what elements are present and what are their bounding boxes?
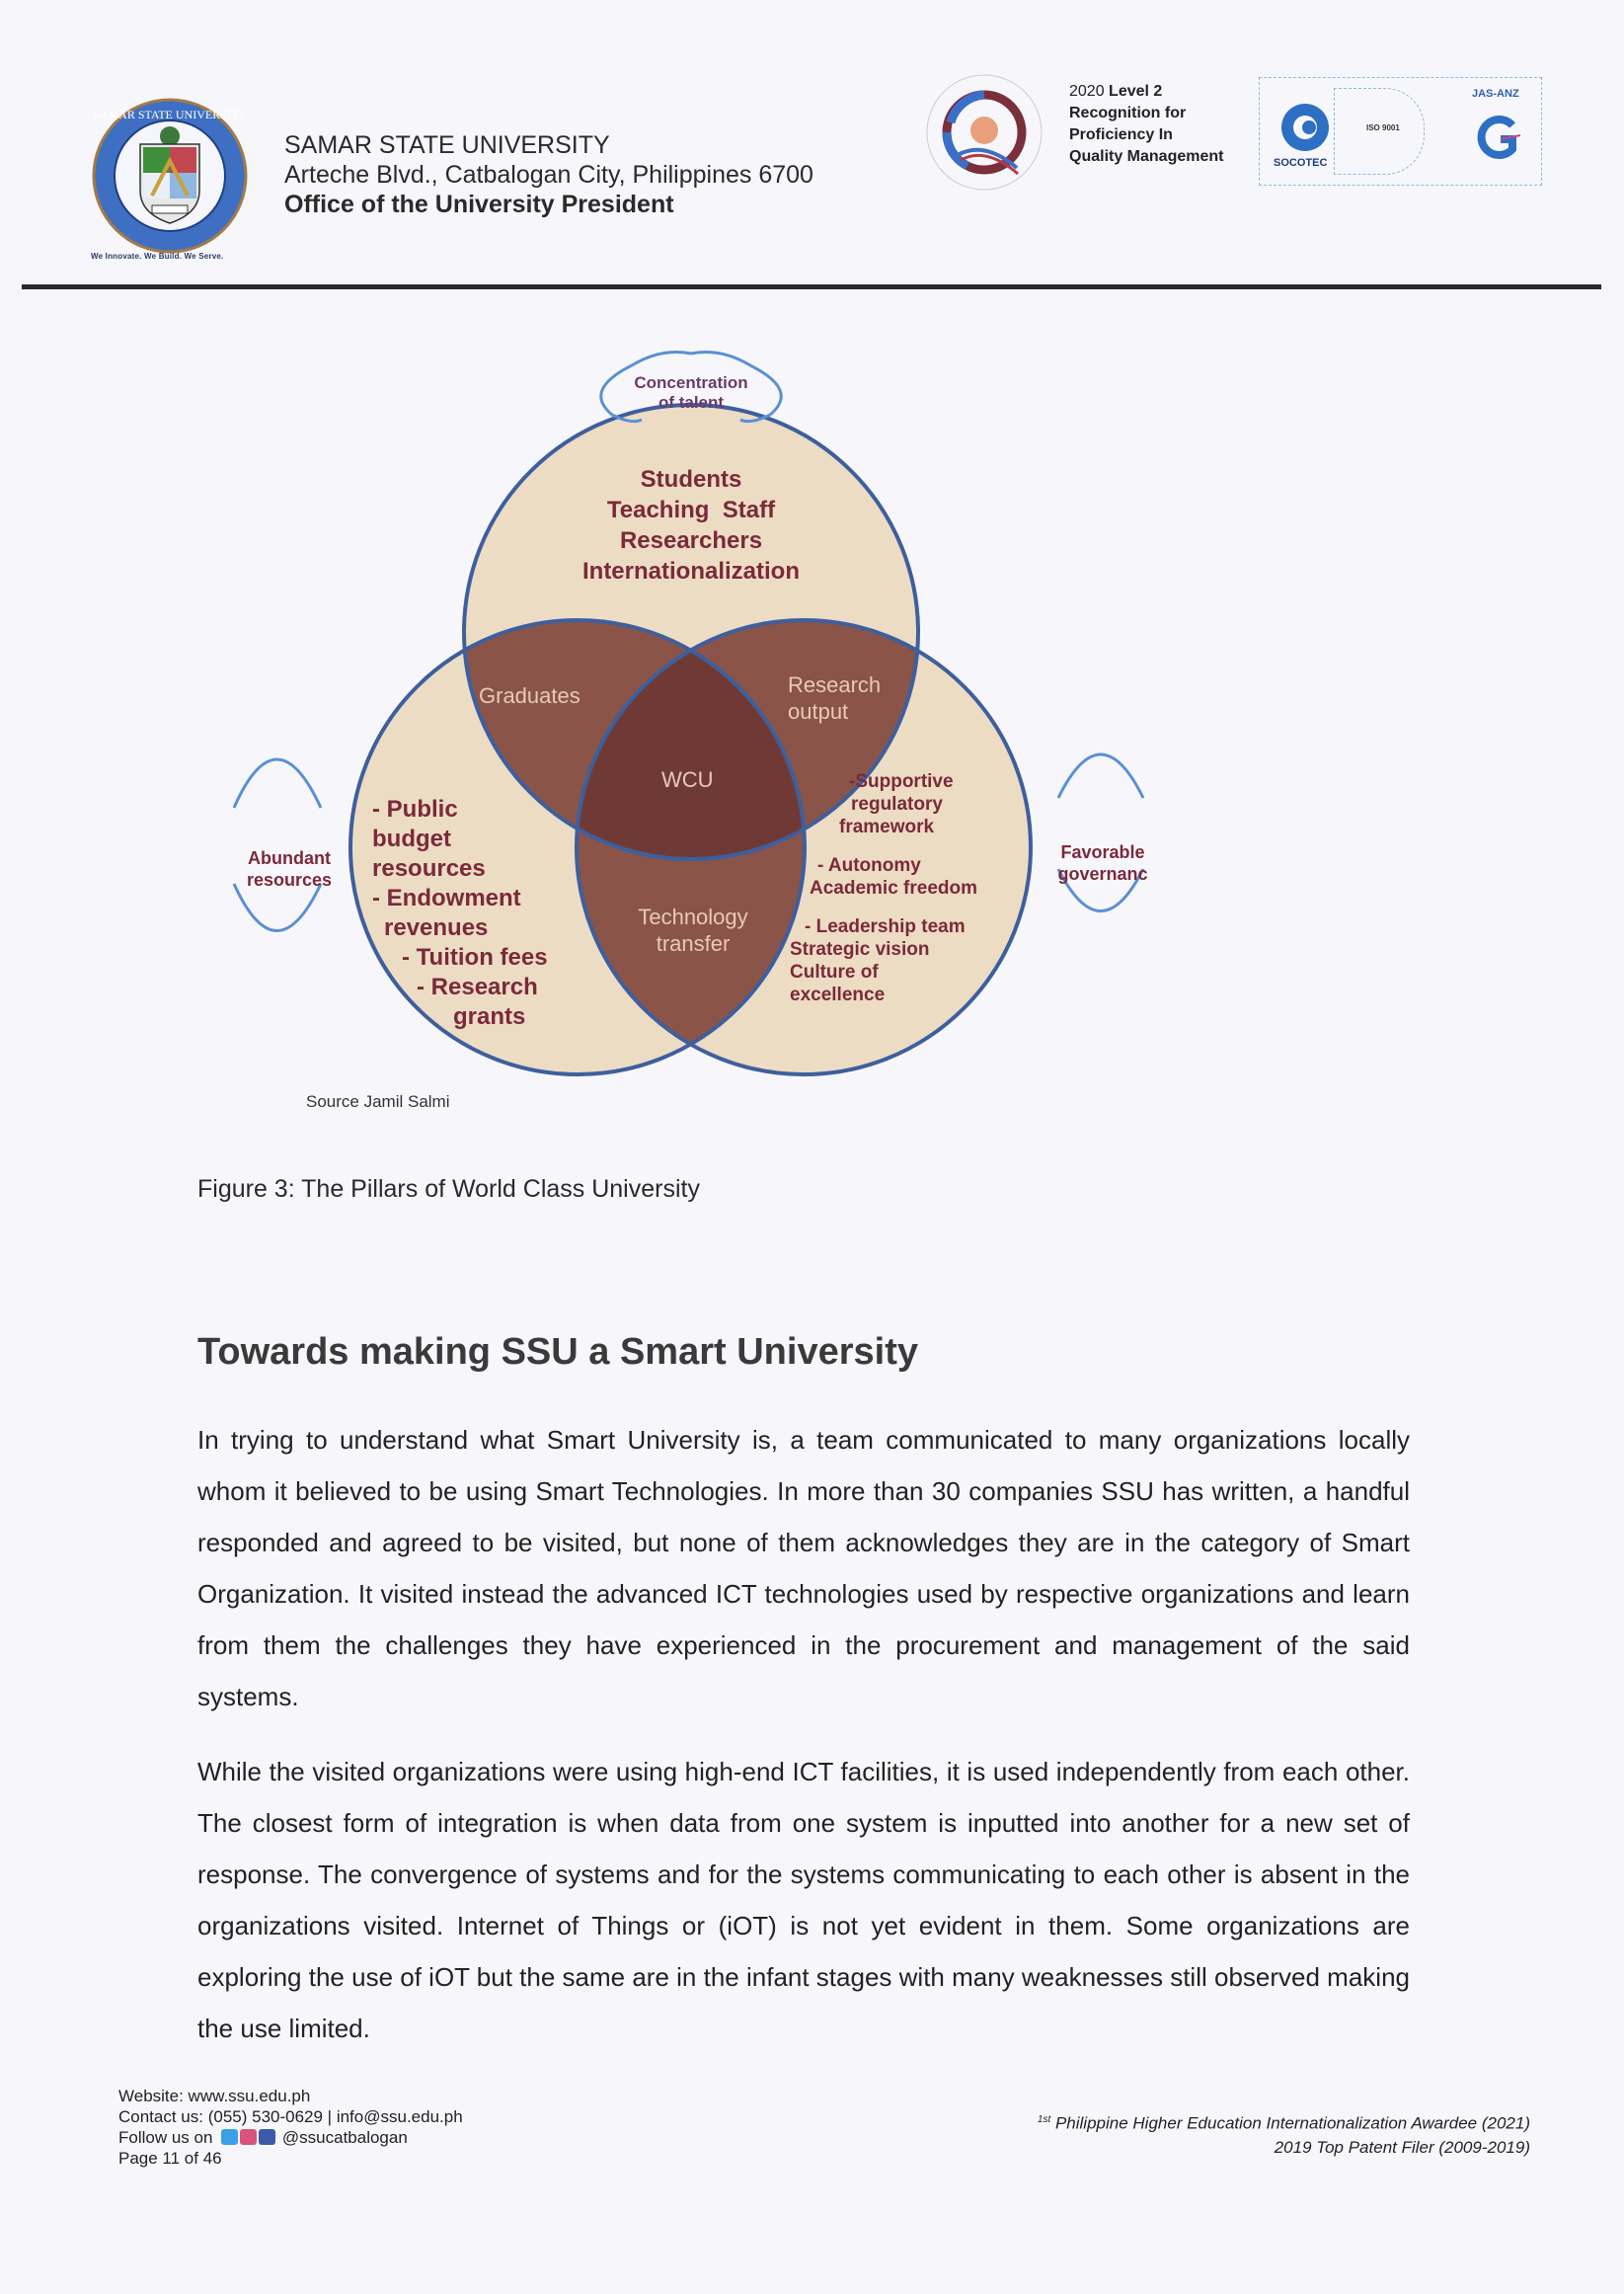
venn-svg	[197, 336, 1185, 1116]
footer-awards	[1038, 2108, 1530, 2160]
socotec-icon	[1277, 100, 1333, 155]
quality-award-logo	[923, 71, 1046, 195]
figure-source: Source Jamil Salmi	[306, 1092, 450, 1111]
institution-address: Arteche Blvd., Catbalogan City, Philippines 6700	[284, 161, 813, 189]
institution-name: SAMAR STATE UNIVERSITY	[284, 131, 610, 159]
facebook-icon[interactable]	[259, 2129, 275, 2145]
accreditor-label: JAS-ANZ	[1472, 88, 1519, 100]
cycle-arrows-icon	[234, 759, 321, 931]
page-number: Page 11 of 46	[118, 2149, 222, 2168]
social-handle[interactable]: @ssucatbalogan	[281, 2128, 408, 2147]
instagram-icon[interactable]	[240, 2129, 257, 2145]
center-wcu-label: WCU	[661, 767, 714, 792]
body-paragraph: While the visited organizations were using high-end ICT facilities, it is used independently from each other. The closest form of integration is when data from one system is inputted into another for a new set of response. The convergence of systems and for the systems communicating to each other is absent in the organizations visited. Internet of Things or (iOT) is not yet evident in them. Some organizations are exploring the use of iOT but the same are in the infant stages with many weaknesses still observed making the use limited.	[197, 1757, 1410, 2043]
driver-governance-label: Favorable governanc	[1057, 842, 1148, 884]
top-circle-text: Students Teaching Staff Researchers Internationalization	[581, 466, 800, 585]
footer-website[interactable]: Website: www.ssu.edu.ph	[118, 2087, 311, 2105]
office-name: Office of the University President	[284, 191, 674, 218]
left-circle-text: - Public budget resources - Endowment revenues - Tuition fees - Research grants	[372, 796, 548, 1030]
driver-talent-label: Concentration of talent	[634, 373, 748, 412]
header-divider	[22, 284, 1601, 289]
svg-text:SAMAR STATE UNIVERSITY: SAMAR STATE UNIVERSITY	[93, 108, 247, 121]
footer-award-internationalization: $^{1st}$ Philippine Higher Education Internationalization Awardee (2021)	[1037, 2113, 1530, 2133]
section-heading: Towards making SSU a Smart University	[197, 1331, 918, 1373]
overlap-graduates-label: Graduates	[479, 683, 580, 708]
twitter-icon[interactable]	[221, 2129, 238, 2145]
right-circle-text: -Supportive regulatory framework - Autonomy Academic freedom - Leadership team Strategic vision Culture of excellence	[790, 771, 978, 1005]
quality-award-text: 2020 Level 2 Recognition for Proficiency In Quality Management	[1069, 83, 1224, 165]
university-seal-logo	[91, 97, 249, 255]
cycle-arrows-icon	[1058, 754, 1143, 911]
footer-contact-info: Contact us: (055) 530-0629 | info@ssu.edu.ph	[118, 2107, 463, 2126]
footer-award-patent: 2019 Top Patent Filer (2009-2019)	[1274, 2137, 1530, 2157]
wcu-venn-diagram	[197, 336, 1185, 1116]
figure-caption: Figure 3: The Pillars of World Class University	[197, 1175, 700, 1203]
university-tagline: We Innovate. We Build. We Serve.	[91, 252, 224, 261]
overlap-research-output-label: Research output	[788, 672, 882, 724]
certification-body-label: SOCOTEC	[1274, 157, 1328, 169]
overlap-technology-transfer-label: Technology transfer	[638, 905, 748, 956]
body-paragraph: In trying to understand what Smart University is, a team communicated to many organizations locally whom it believed to be using Smart Technologies. In more than 30 companies SSU has written, a handful responded and agreed to be visited, but none of them acknowledges they are in the category of Smart Organization. It visited instead the advanced ICT technologies used by respective organizations and learn from them the challenges they have experienced in the procurement and management of the said systems.	[197, 1425, 1410, 1711]
iso-certification-badge	[1259, 77, 1542, 186]
footer-social: Follow us on @ssucatbalogan	[118, 2128, 408, 2147]
iso-standard-label: ISO 9001	[1366, 123, 1400, 132]
letterhead-text	[284, 130, 813, 219]
footer-contact	[118, 2086, 463, 2169]
driver-resources-label: Abundant resources	[246, 848, 333, 890]
jas-anz-icon	[1475, 114, 1522, 161]
